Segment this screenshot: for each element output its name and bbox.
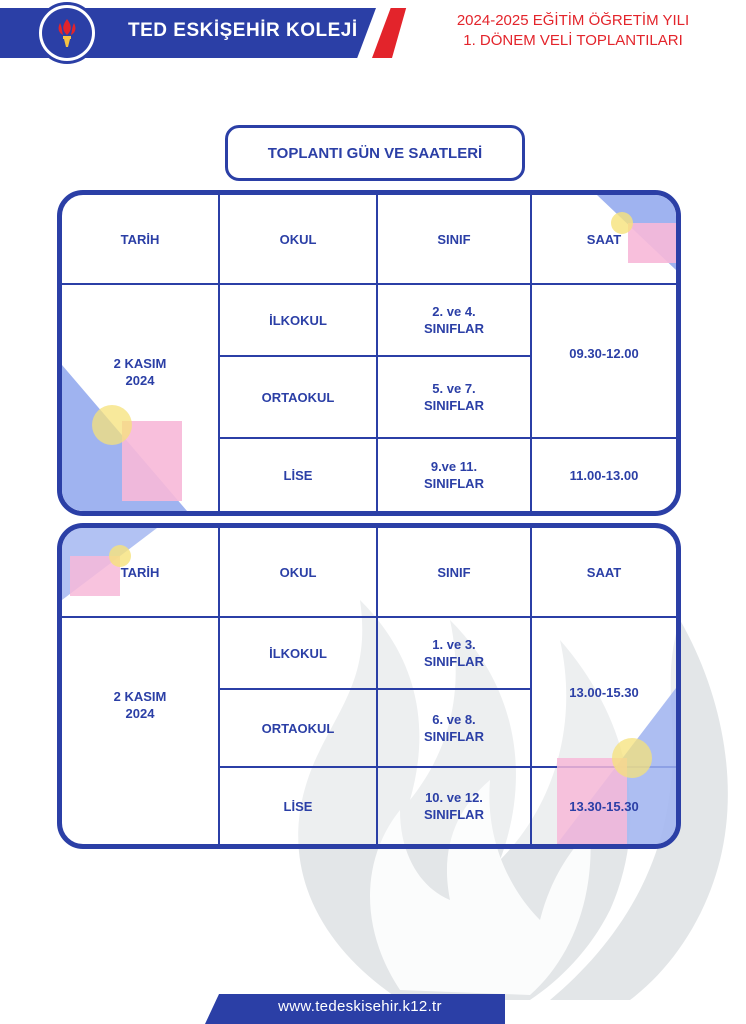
header-date: TARİH xyxy=(120,564,160,580)
school-level-cell: ORTAOKUL xyxy=(261,720,335,736)
schedule-table-2 xyxy=(57,523,681,849)
class-cell: 2. ve 4. SINIFLAR xyxy=(424,304,484,336)
page-title: TOPLANTI GÜN VE SAATLERİ xyxy=(225,125,525,181)
header-title xyxy=(400,11,746,51)
school-level-cell: LİSE xyxy=(283,798,313,814)
meeting-name: 1. DÖNEM VELİ TOPLANTILARI xyxy=(463,32,683,49)
header-date: TARİH xyxy=(120,231,160,247)
meeting-date: 2 KASIM 2024 xyxy=(113,356,167,388)
time-cell: 13.30-15.30 xyxy=(569,798,639,814)
time-cell: 09.30-12.00 xyxy=(569,346,639,361)
schedule-table-1 xyxy=(57,190,681,516)
header-class: SINIF xyxy=(437,564,471,580)
class-cell: 1. ve 3. SINIFLAR xyxy=(424,637,484,669)
meeting-date: 2 KASIM 2024 xyxy=(113,689,167,721)
school-level-cell: İLKOKUL xyxy=(269,645,327,661)
school-logo xyxy=(36,2,98,64)
class-cell: 9.ve 11. SINIFLAR xyxy=(424,459,484,491)
school-level-cell: ORTAOKUL xyxy=(261,389,335,405)
class-cell: 10. ve 12. SINIFLAR xyxy=(424,790,484,822)
header-class: SINIF xyxy=(437,231,471,247)
website-link[interactable]: www.tedeskisehir.k12.tr xyxy=(278,998,442,1015)
time-cell: 11.00-13.00 xyxy=(569,467,639,483)
flame-torch-icon xyxy=(47,13,87,53)
academic-year: 2024-2025 EĞİTİM ÖĞRETİM YILI xyxy=(456,12,690,29)
class-cell: 5. ve 7. SINIFLAR xyxy=(424,381,484,413)
school-level-cell: LİSE xyxy=(283,467,313,483)
header-school: OKUL xyxy=(279,231,317,247)
header-school: OKUL xyxy=(279,564,317,580)
header-time: SAAT xyxy=(586,564,622,580)
header-time: SAAT xyxy=(586,231,622,247)
school-name: TED ESKİŞEHİR KOLEJİ xyxy=(128,20,358,41)
time-cell: 13.00-15.30 xyxy=(569,684,639,700)
school-level-cell: İLKOKUL xyxy=(269,312,327,328)
class-cell: 6. ve 8. SINIFLAR xyxy=(424,712,484,744)
